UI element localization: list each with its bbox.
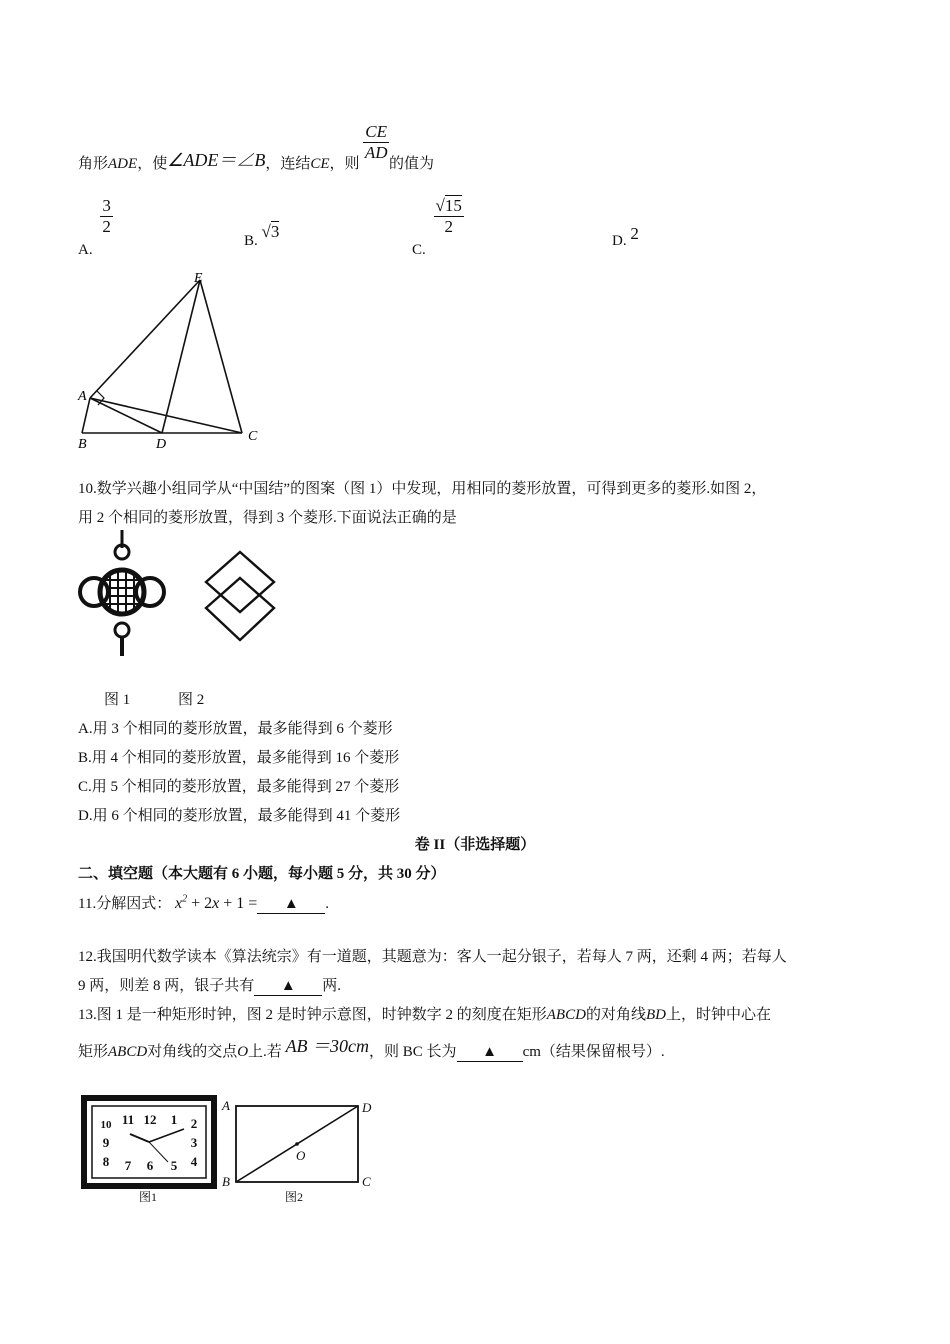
q11-expression: $x^2 + 2x + 1$ = [174,893,258,912]
clock-minute-hand [149,1129,184,1142]
q13-ab-equation: AB ＝30cm [285,1036,370,1056]
q12-line1: 12.我国明代数学读本《算法统宗》有一道题，其题意为：客人一起分银子，若每人 7 两，还剩 4 两；若每人 [78,949,787,965]
q9-option-c-num: √15 [435,196,462,215]
label-e: E [194,271,203,286]
q11-prefix: 11.分解因式： [78,896,172,912]
rhombus-lower [206,578,274,640]
q9-option-c-label: C. [412,241,426,258]
volume-title: 卷 II（非选择题） [414,837,536,853]
q9-option-a-den: 2 [102,217,111,236]
q13-line2-b: 对角线的交点 [147,1044,238,1060]
q9-fraction-den: AD [364,143,388,162]
q11 [78,892,329,914]
clock-fig1-caption: 图1 [138,1190,158,1204]
point-o [295,1142,299,1146]
q12-line2-suffix: 两. [322,978,342,994]
clock-figure [80,1094,220,1206]
clock-num-10: 10 [100,1119,112,1131]
right-angle-mark [97,391,104,405]
clock-num-4: 4 [190,1154,198,1169]
q9-stem-ade: ADE [108,155,138,172]
q9-option-c [412,196,464,258]
q13-line1 [78,1003,771,1024]
q9-option-b-radicand: 3 [270,222,280,241]
clock-num-6: 6 [146,1158,154,1173]
q10-line2: 用 2 个相同的菱形放置，得到 3 个菱形.下面说法正确的是 [78,510,457,526]
rect-fig2-caption: 图2 [284,1190,304,1204]
q11-suffix: . [325,896,329,912]
q13-line1-b: 的对角线 [585,1007,646,1023]
q9-option-a-frac [100,196,113,237]
clock-num-2: 2 [190,1116,198,1131]
clock-num-5: 5 [170,1158,178,1173]
q9-option-c-frac [434,196,464,237]
q9-stem-ce: CE [310,155,330,172]
q13-line2-a: 矩形 [78,1044,109,1060]
clock-num-7: 7 [124,1158,132,1173]
clock-num-9: 9 [102,1135,110,1150]
q9-option-a-num: 3 [102,196,111,215]
q9-triangle-figure [70,268,270,453]
clock-num-11: 11 [121,1112,135,1127]
q9-fraction [363,122,389,163]
q12-line2 [78,974,341,996]
q9-angle-expr: ∠ADE＝∠B [167,149,266,170]
q9-option-a [78,196,113,258]
q9-option-b-label: B. [244,233,258,249]
rhombus-upper [206,552,274,612]
q9-option-c-radicand: 15 [444,196,462,215]
q9-option-a-label: A. [78,241,93,258]
label-c: C [248,429,258,444]
rect-label-a: A [222,1098,230,1113]
q9-stem-part4: ，则 [329,155,360,172]
q13-line1-c: 上，时钟中心在 [665,1007,771,1023]
q13-line2-e: cm（结果保留根号）. [522,1044,665,1060]
q9-option-b [244,222,280,249]
q9-option-b-sqrt: √3 [261,222,280,241]
q13-answer-blank[interactable] [457,1044,523,1062]
seg-ae [90,280,200,398]
label-d: D [156,437,167,452]
q11-answer-blank[interactable] [257,896,325,914]
label-a: A [78,389,87,404]
q9-stem-part1: 角形 [78,155,109,172]
q12-blank-marker: ▲ [280,978,296,994]
q9-fraction-num: CE [365,122,388,141]
clock-num-3: 3 [190,1135,198,1150]
q13-abcd-2: ABCD [108,1044,148,1060]
rect-label-d: D [362,1100,372,1115]
rectangle-figure [218,1094,380,1206]
q10-option-d: D.用 6 个相同的菱形放置，最多能得到 41 个菱形 [78,808,401,824]
q10-option-c: C.用 5 个相同的菱形放置，最多能得到 27 个菱形 [78,779,400,795]
q9-option-d [612,224,639,249]
q13-line1-a: 13.图 1 是一种矩形时钟，图 2 是时钟示意图，时钟数字 2 的刻度在矩形 [78,1007,547,1023]
seg-ac [90,398,242,433]
q9-stem-part5: 的值为 [389,155,435,172]
q12-line2-prefix: 9 两，则差 8 两，银子共有 [78,978,255,994]
q13-abcd-1: ABCD [546,1007,586,1023]
q10-line1: 10.数学兴趣小组同学从“中国结”的图案（图 1）中发现，用相同的菱形放置，可得到更多的菱形.如图 2， [78,481,767,497]
q13-line2-c: 上.若 [248,1044,282,1060]
q9-option-c-den: 2 [444,217,453,236]
q10-option-a: A.用 3 个相同的菱形放置，最多能得到 6 个菱形 [78,721,393,737]
q9-stem-part3: ，连结 [265,155,311,172]
q13-blank-marker: ▲ [482,1044,497,1060]
q13-line2 [78,1036,665,1062]
clock-num-1: 1 [170,1112,178,1127]
q9-stem-part2: ，使 [137,155,168,172]
label-b: B [78,437,87,452]
rect-label-b: B [222,1174,230,1189]
rect-label-o: O [296,1148,306,1163]
q13-o: O [237,1044,249,1060]
seg-ec [200,280,242,433]
knot-bottom-loop [115,623,129,637]
clock-hour-hand [130,1134,149,1142]
q10-option-b: B.用 4 个相同的菱形放置，最多能得到 16 个菱形 [78,750,400,766]
knot-weave [106,572,138,612]
clock-num-12: 12 [143,1112,157,1127]
q13-bd: BD [645,1007,666,1023]
rhombus-figure [200,548,280,648]
q9-option-d-value: 2 [630,224,639,243]
q12-answer-blank[interactable] [254,978,322,996]
q13-line2-d: ，则 BC 长为 [369,1044,457,1060]
q9-stem [78,118,435,172]
q10-fig1-caption: 图 1 [104,692,131,708]
q10-fig2-caption: 图 2 [178,692,205,708]
clock-num-8: 8 [102,1154,110,1169]
q11-blank-marker: ▲ [283,896,299,912]
seg-ed [162,280,200,433]
part-title: 二、填空题（本大题有 6 小题，每小题 5 分，共 30 分） [78,866,446,882]
q9-option-d-label: D. [612,233,627,249]
chinese-knot-figure [76,530,168,656]
seg-ad [90,398,162,433]
rect-label-c: C [362,1174,371,1189]
